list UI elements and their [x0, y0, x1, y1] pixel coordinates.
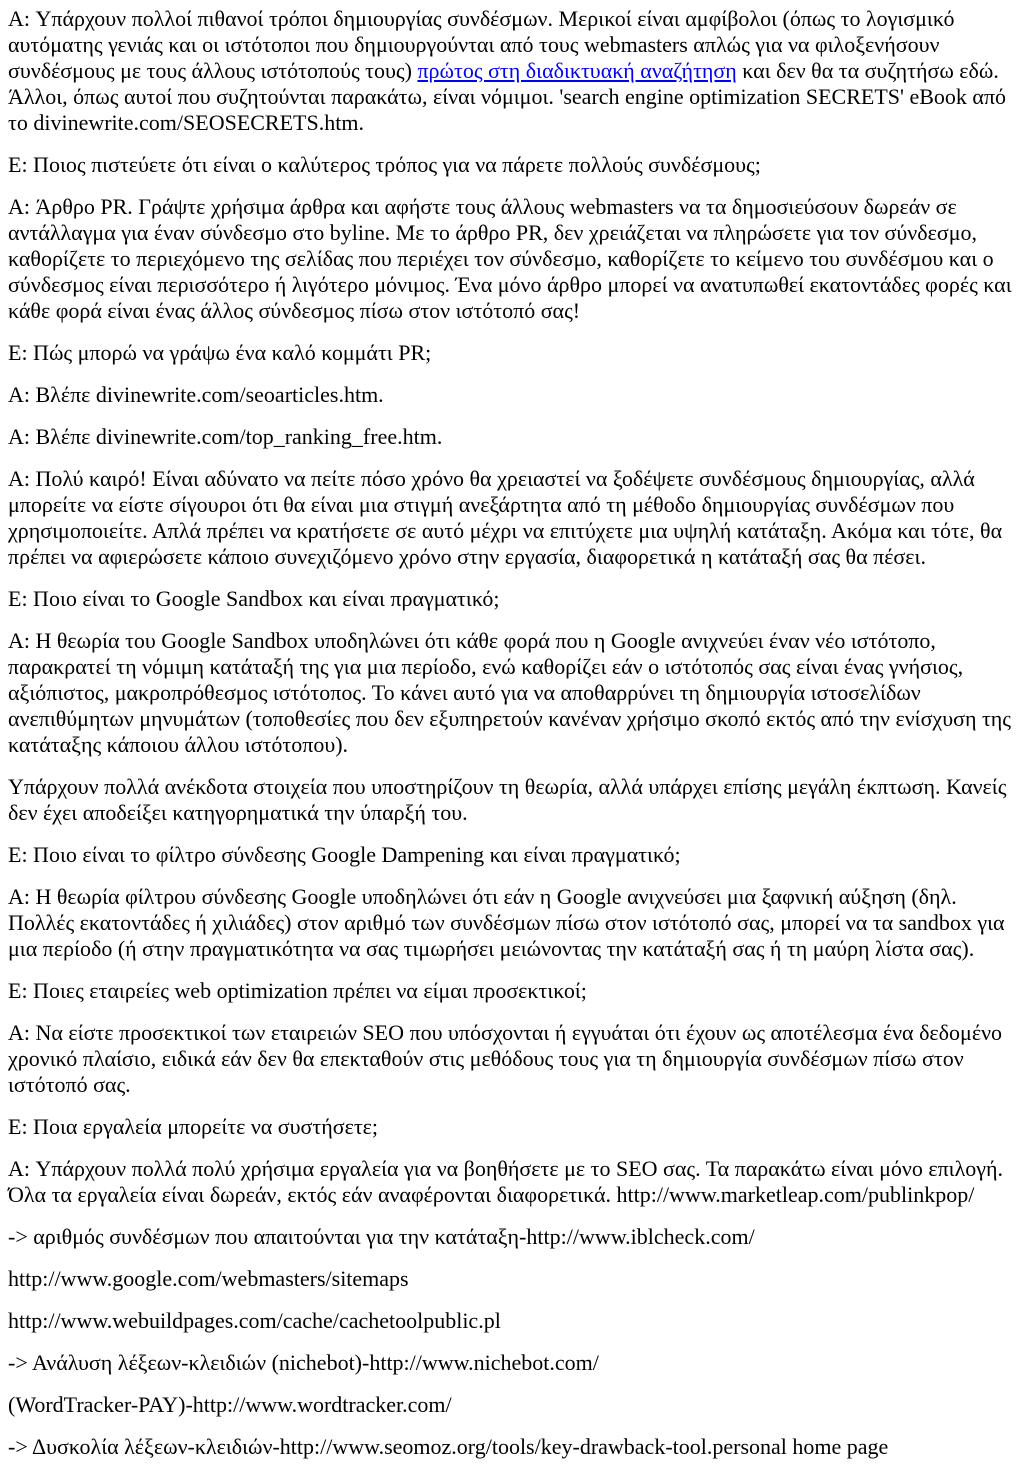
tool-line-iblcheck: -> αριθμός συνδέσμων που απαιτούνται για την κατάταξη-http://www.iblcheck.com/ [8, 1224, 755, 1249]
question-seo-companies-wary: E: Ποιες εταιρείες web optimization πρέπει να είμαι προσεκτικοί; [8, 978, 587, 1003]
answer-pr-article: A: Άρθρο PR. Γράψτε χρήσιμα άρθρα και αφήστε τους άλλους webmasters να τα δημοσιεύσουν δωρεάν σε αντάλλαγμα για έναν σύνδεσμο στο byline. Με το άρθρο PR, δεν χρειάζεται να πληρώσετε για τον σύνδεσμο, καθορίζετε το περιεχόμενο της σελίδας που περιέχει τον σύνδεσμο, καθορίζετε το κείμενο του συνδέσμου και ο σύνδεσμος είναι περισσότερο ή λιγότερο μόνιμος. Ένα μόνο άρθρο μπορεί να ανατυπωθεί εκατοντάδες φορές και κάθε φορά είναι ένας άλλος σύνδεσμος πίσω στον ιστότοπό σας! [8, 194, 1012, 323]
question-recommended-tools: E: Ποια εργαλεία μπορείτε να συστήσετε; [8, 1114, 379, 1139]
answer-tools-intro-marketleap: A: Υπάρχουν πολλά πολύ χρήσιμα εργαλεία για να βοηθήσετε με το SEO σας. Τα παρακάτω είναι μόνο επιλογή. Όλα τα εργαλεία είναι δωρεάν, εκτός εάν αναφέρονται διαφορετικά. http://www.marketleap.com/publinkpop/ [8, 1156, 1003, 1207]
tool-line-seomoz-keyword-difficulty: -> Δυσκολία λέξεων-κλειδιών-http://www.seomoz.org/tools/key-drawback-tool.personal home page [8, 1434, 889, 1459]
question-google-dampening-filter: E: Ποιο είναι το φίλτρο σύνδεσης Google Dampening και είναι πραγματικό; [8, 842, 681, 867]
question-best-way-many-links: E: Ποιος πιστεύετε ότι είναι ο καλύτερος τρόπος για να πάρετε πολλούς συνδέσμους; [8, 152, 761, 177]
answer-text-after-link: και δεν θα τα συζητήσω εδώ. Άλλοι, όπως αυτοί που συζητούνται παρακάτω, είναι νόμιμοι. 'search engine optimization SECRETS' eBook από το divinewrite.com/SEOSECRETS.htm. [8, 58, 1007, 135]
answer-see-top-ranking-free: A: Βλέπε divinewrite.com/top_ranking_free.htm. [8, 424, 443, 449]
question-google-sandbox: E: Ποιο είναι το Google Sandbox και είναι πραγματικό; [8, 586, 500, 611]
answer-how-long-link-building: A: Πολύ καιρό! Είναι αδύνατο να πείτε πόσο χρόνο θα χρειαστεί να ξοδέψετε συνδέσμους δημιουργίας, αλλά μπορείτε να είστε σίγουροι ότι θα είναι μια στιγμή ανεξάρτητα από τη μέθοδο δημιουργίας συνδέσμων που χρησιμοποιείτε. Απλά πρέπει να κρατήσετε σε αυτό μέχρι να επιτύχετε μια υψηλή κατάταξη. Ακόμα και τότε, θα πρέπει να αφιερώσετε κάποιο συνεχιζόμενο χρόνο στην εργασία, διαφορετικά η κατάταξή σας θα πέσει. [8, 466, 1003, 569]
paragraph-anecdotal-evidence: Υπάρχουν πολλά ανέκδοτα στοιχεία που υποστηρίζουν τη θεωρία, αλλά υπάρχει επίσης μεγάλη έκπτωση. Κανείς δεν έχει αποδείξει κατηγορηματικά την ύπαρξή του. [8, 774, 1007, 825]
answer-text-before-link: A: Υπάρχουν πολλοί πιθανοί τρόποι δημιουργίας συνδέσμων. Μερικοί είναι αμφίβολοι (όπως το λογισμικό αυτόματης γενιάς και οι ιστότοποι που δημιουργούνται από τους webmasters απλώς για να φιλοξενήσουν συνδέσμους με τους άλλους ιστότοπούς τους) [8, 6, 955, 83]
answer-wary-of-guarantees: A: Να είστε προσεκτικοί των εταιρειών SEO που υπόσχονται ή εγγυάται ότι έχουν ως αποτέλεσμα ένα δεδομένο χρονικό πλαίσιο, ειδικά εάν δεν θα επεκταθούν στις μεθόδους τους για τη δημιουργία συνδέσμων πίσω στον ιστότοπό σας. [8, 1020, 1003, 1097]
answer-link-building-methods [8, 6, 1016, 136]
answer-dampening-filter-theory: A: Η θεωρία φίλτρου σύνδεσης Google υποδηλώνει ότι εάν η Google ανιχνεύσει μια ξαφνική αύξηση (δηλ. Πολλές εκατοντάδες ή χιλιάδες) στον αριθμό των συνδέσμων πίσω στον ιστότοπό σας, μπορεί να τα sandbox για μια περίοδο (ή στην πραγματικότητα να σας τιμωρήσει μειώνοντας την κατάταξή σας ή τη μαύρη λίστα σας). [8, 884, 1005, 961]
answer-see-seoarticles: A: Βλέπε divinewrite.com/seoarticles.htm. [8, 382, 384, 407]
question-how-write-good-pr: E: Πώς μπορώ να γράψω ένα καλό κομμάτι PR; [8, 340, 432, 365]
first-in-web-search-link[interactable]: πρώτος στη διαδικτυακή αναζήτηση [417, 58, 737, 83]
tool-line-wordtracker: (WordTracker-PAY)-http://www.wordtracker.com/ [8, 1392, 452, 1417]
tool-line-google-sitemaps: http://www.google.com/webmasters/sitemaps [8, 1266, 409, 1291]
document-body [8, 6, 1016, 1460]
tool-line-webuildpages-cache: http://www.webuildpages.com/cache/cachetoolpublic.pl [8, 1308, 501, 1333]
answer-google-sandbox-theory: A: Η θεωρία του Google Sandbox υποδηλώνει ότι κάθε φορά που η Google ανιχνεύει έναν νέο ιστότοπο, παρακρατεί τη νόμιμη κατάταξή της για μια περίοδο, ενώ καθορίζει εάν ο ιστότοπός σας είναι ένας γνήσιος, αξιόπιστος, μακροπρόθεσμος ιστότοπος. Το κάνει αυτό για να αποθαρρύνει τη δημιουργία ιστοσελίδων ανεπιθύμητων μηνυμάτων (τοποθεσίες που δεν εξυπηρετούν κανέναν χρήσιμο σκοπό εκτός από την ενίσχυση της κατάταξης κάποιου άλλου ιστότοπου). [8, 628, 1012, 757]
tool-line-nichebot: -> Ανάλυση λέξεων-κλειδιών (nichebot)-http://www.nichebot.com/ [8, 1350, 599, 1375]
